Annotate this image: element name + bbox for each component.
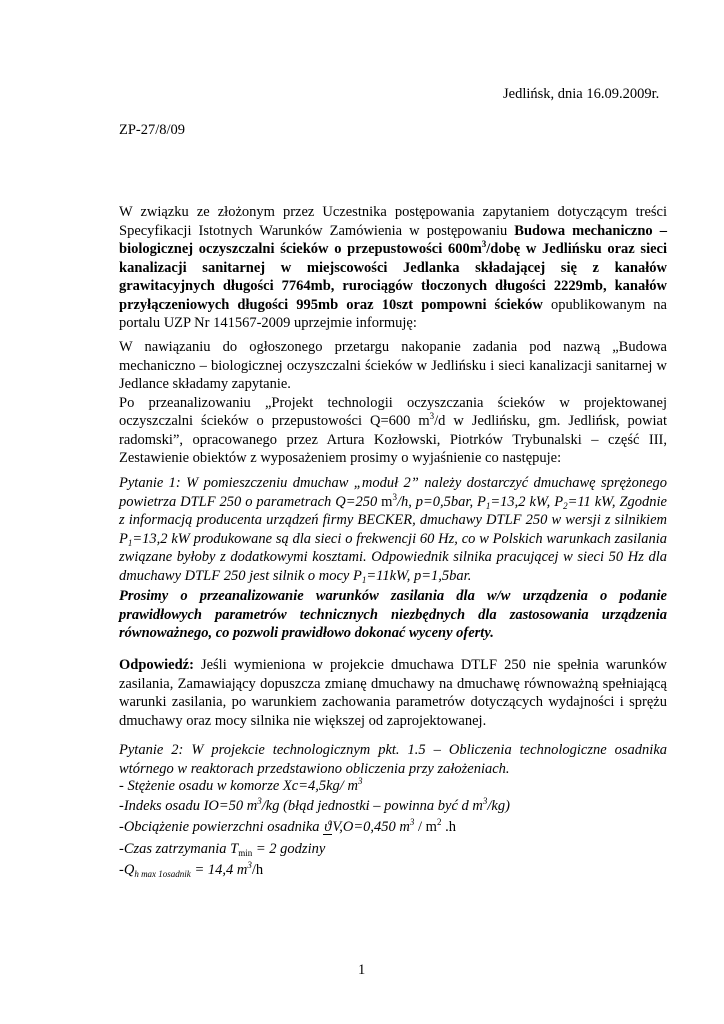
question-1: Pytanie 1: W pomieszczeniu dmuchaw „moduł 2” należy dostarczyć dmuchawę sprężonego powietrza DTLF 250 o parametrach Q=250 $m^3/h$, p=0,5bar, $P_1=13,2$ kW, $P_2=11$ kW, Zgodnie z informacją producenta urządzeń firmy BECKER, dmuchawy DTLF 250 w wersji z silnikiem $P_1=13,2$ kW produkowane są dla sieci o frekwencji 60 Hz, co w Polskich warunkach zasilania związane byłoby z dodatkowymi kosztami. Odpowiednik silnika pracującej w sieci 50 Hz dla dmuchawy DTLF 250 jest silnik o mocy $P_1=11kW$, p=1,5bar. xyxy=(119,475,667,585)
q2-line-1: - Stężenie osadu w komorze Xc=4,5kg/ $m^3$ xyxy=(119,776,363,794)
tender-intro: W nawiązaniu do ogłoszonego przetargu nakopanie zadania pod nazwą „Budowa mechaniczno – biologicznej oczyszczalni ścieków w Jedlińsku i sieci kanalizacji sanitarnej w Jedlance składamy zapytanie. xyxy=(119,339,667,392)
intro-paragraph: W związku ze złożonym przez Uczestnika postępowania zapytaniem dotyczącym treści Specyfikacji Istotnych Warunków Zamówienia w postępowaniu Budowa mechaniczno – biologicznej oczyszczalni ścieków o przepustowości $600m^3$/dobę w Jedlińsku oraz sieci kanalizacji sanitarnej w miejscowości Jedlanka składającej się z kanałów grawitacyjnych długości 7764mb, rurociągów tłoczonych długości 2229mb, kanałów przyłączeniowych długości 995mb oraz 10szt pompowni ścieków opublikowanym na portalu UZP Nr 141567-2009 uprzejmie informuję: xyxy=(119,204,667,331)
reference-number: ZP-27/8/09 xyxy=(119,122,186,138)
q2-line-2: -Indeks osadu IO=50 $m^3/kg$ (błąd jednostki – powinna być d $m^3/kg$) xyxy=(119,796,510,814)
place-date: Jedlińsk, dnia 16.09.2009r. xyxy=(503,86,660,102)
q2-line-3: -Obciążenie powierzchni osadnika ϑV,O=0,450 $m^3 / m^2$ .h xyxy=(119,817,456,835)
tender-analysis: Po przeanalizowaniu „Projekt technologii oczyszczania ścieków w projektowanej oczyszczalni ścieków o przepustowości Q=600 $m^3/d$ w Jedlińsku, gm. Jedlińsk, powiat radomski”, opracowanego przez Artura Kozłowski, Piotrków Trybunalski – część III, Zestawienie obiektów z wyposażeniem prosimy o wyjaśnienie co następuje: xyxy=(119,394,667,466)
answer-label: Odpowiedź: xyxy=(119,657,194,673)
answer-1: Odpowiedź: Jeśli wymieniona w projekcie dmuchawa DTLF 250 nie spełnia warunków zasilania, Zamawiający dopuszcza zmianę dmuchawy na dmuchawę równoważną spełniającą warunki zasilania, po warunkiem zachowania parametrów dotyczących wydajności i sprężu dmuchawy oraz mocy silnika nie większej od zaprojektowanej. xyxy=(119,657,667,729)
q2-line-5: $-Q_{h max 1osadnik} = 14,4$ $m^3/h$ xyxy=(119,860,264,879)
tender-paragraph xyxy=(119,338,667,468)
question-1-request: Prosimy o przeanalizowanie warunków zasilania dla w/w urządzenia o podanie prawidłowych parametrów technicznych niezbędnych dla zastosowania urządzenia równoważnego, co pozwoli prawidłowo dokonać wyceny oferty. xyxy=(119,588,667,641)
page-number: 1 xyxy=(358,962,366,978)
theta-symbol: ϑ xyxy=(324,819,332,835)
question-2-intro: Pytanie 2: W projekcie technologicznym pkt. 1.5 – Obliczenia technologiczne osadnika wtórnego w reaktorach przedstawiono obliczenia przy założeniach. xyxy=(119,742,667,777)
q2-line-4: -Czas zatrzymania $T_{min} = 2$ godziny xyxy=(119,841,326,858)
